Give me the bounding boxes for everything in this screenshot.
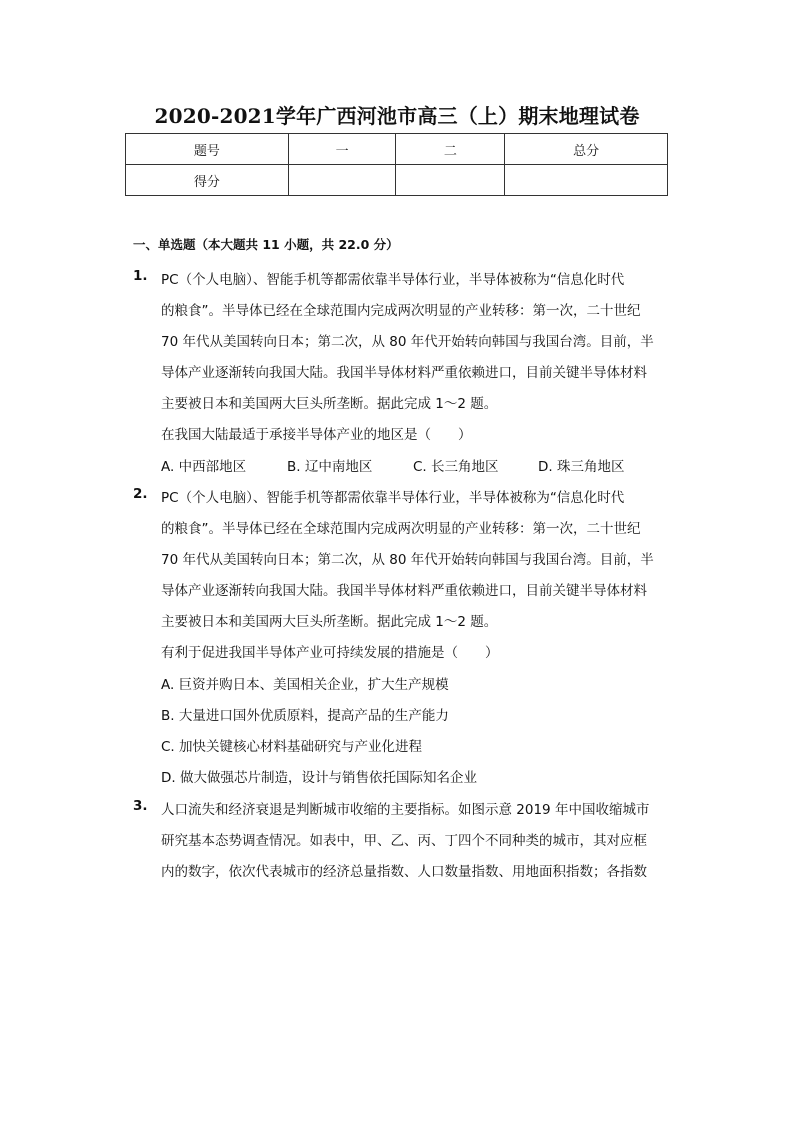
score-cell (505, 165, 668, 196)
question-prompt: 有利于促进我国半导体产业可持续发展的措施是（ ） (161, 645, 499, 661)
answer-option-a[interactable]: A. 巨资并购日本、美国相关企业，扩大生产规模 (161, 677, 449, 693)
question-text-line: 导体产业逐渐转向我国大陆。我国半导体材料严重依赖进口，目前关键半导体材料 (161, 583, 647, 599)
score-header-cell: 题号 (126, 134, 289, 165)
question-text-line: 主要被日本和美国两大巨头所垄断。据此完成 1～2 题。 (161, 614, 498, 630)
question-number: 1. (133, 268, 148, 284)
question-text-line: 70 年代从美国转向日本；第二次，从 80 年代开始转向韩国与我国台湾。目前，半 (161, 552, 654, 568)
answer-option-d[interactable]: D. 珠三角地区 (538, 459, 625, 475)
question-text-line: PC（个人电脑）、智能手机等都需依靠半导体行业，半导体被称为“信息化时代 (161, 272, 625, 288)
score-row-label: 得分 (126, 165, 289, 196)
question-text-line: 的粮食”。半导体已经在全球范围内完成两次明显的产业转移：第一次，二十世纪 (161, 521, 641, 537)
question-number: 3. (133, 798, 148, 814)
answer-option-a[interactable]: A. 中西部地区 (161, 459, 247, 475)
score-table-header-row (126, 134, 668, 165)
question-number: 2. (133, 486, 148, 502)
answer-option-b[interactable]: B. 辽中南地区 (287, 459, 373, 475)
question-text-line: 的粮食”。半导体已经在全球范围内完成两次明显的产业转移：第一次，二十世纪 (161, 303, 641, 319)
score-cell (396, 165, 505, 196)
section-label: 一、单选题（本大题共 11 小题，共 22.0 分） (133, 237, 399, 252)
answer-option-c[interactable]: C. 加快关键核心材料基础研究与产业化进程 (161, 739, 423, 755)
section-heading (133, 235, 399, 253)
question-text-line: 人口流失和经济衰退是判断城市收缩的主要指标。如图示意 2019 年中国收缩城市 (161, 802, 650, 818)
score-cell (288, 165, 396, 196)
answer-options (161, 455, 661, 475)
answer-option-d[interactable]: D. 做大做强芯片制造，设计与销售依托国际知名企业 (161, 770, 477, 786)
question-text-line: 主要被日本和美国两大巨头所垄断。据此完成 1～2 题。 (161, 396, 498, 412)
question-prompt: 在我国大陆最适于承接半导体产业的地区是（ ） (161, 427, 472, 443)
question-text-line: 内的数字，依次代表城市的经济总量指数、人口数量指数、用地面积指数；各指数 (161, 864, 647, 880)
score-table (125, 133, 668, 196)
answer-option-b[interactable]: B. 大量进口国外优质原料，提高产品的生产能力 (161, 708, 449, 724)
score-header-cell: 二 (396, 134, 505, 165)
answer-option-c[interactable]: C. 长三角地区 (413, 459, 499, 475)
score-header-cell: 总分 (505, 134, 668, 165)
question-text-line: 70 年代从美国转向日本；第二次，从 80 年代开始转向韩国与我国台湾。目前，半 (161, 334, 654, 350)
question-text-line: 研究基本态势调查情况。如表中，甲、乙、丙、丁四个不同种类的城市，其对应框 (161, 833, 647, 849)
question-text-line: PC（个人电脑）、智能手机等都需依靠半导体行业，半导体被称为“信息化时代 (161, 490, 625, 506)
score-table-score-row (126, 165, 668, 196)
question-text-line: 导体产业逐渐转向我国大陆。我国半导体材料严重依赖进口，目前关键半导体材料 (161, 365, 647, 381)
score-header-cell: 一 (288, 134, 396, 165)
document-title: 2020-2021学年广西河池市高三（上）期末地理试卷 (154, 104, 640, 128)
